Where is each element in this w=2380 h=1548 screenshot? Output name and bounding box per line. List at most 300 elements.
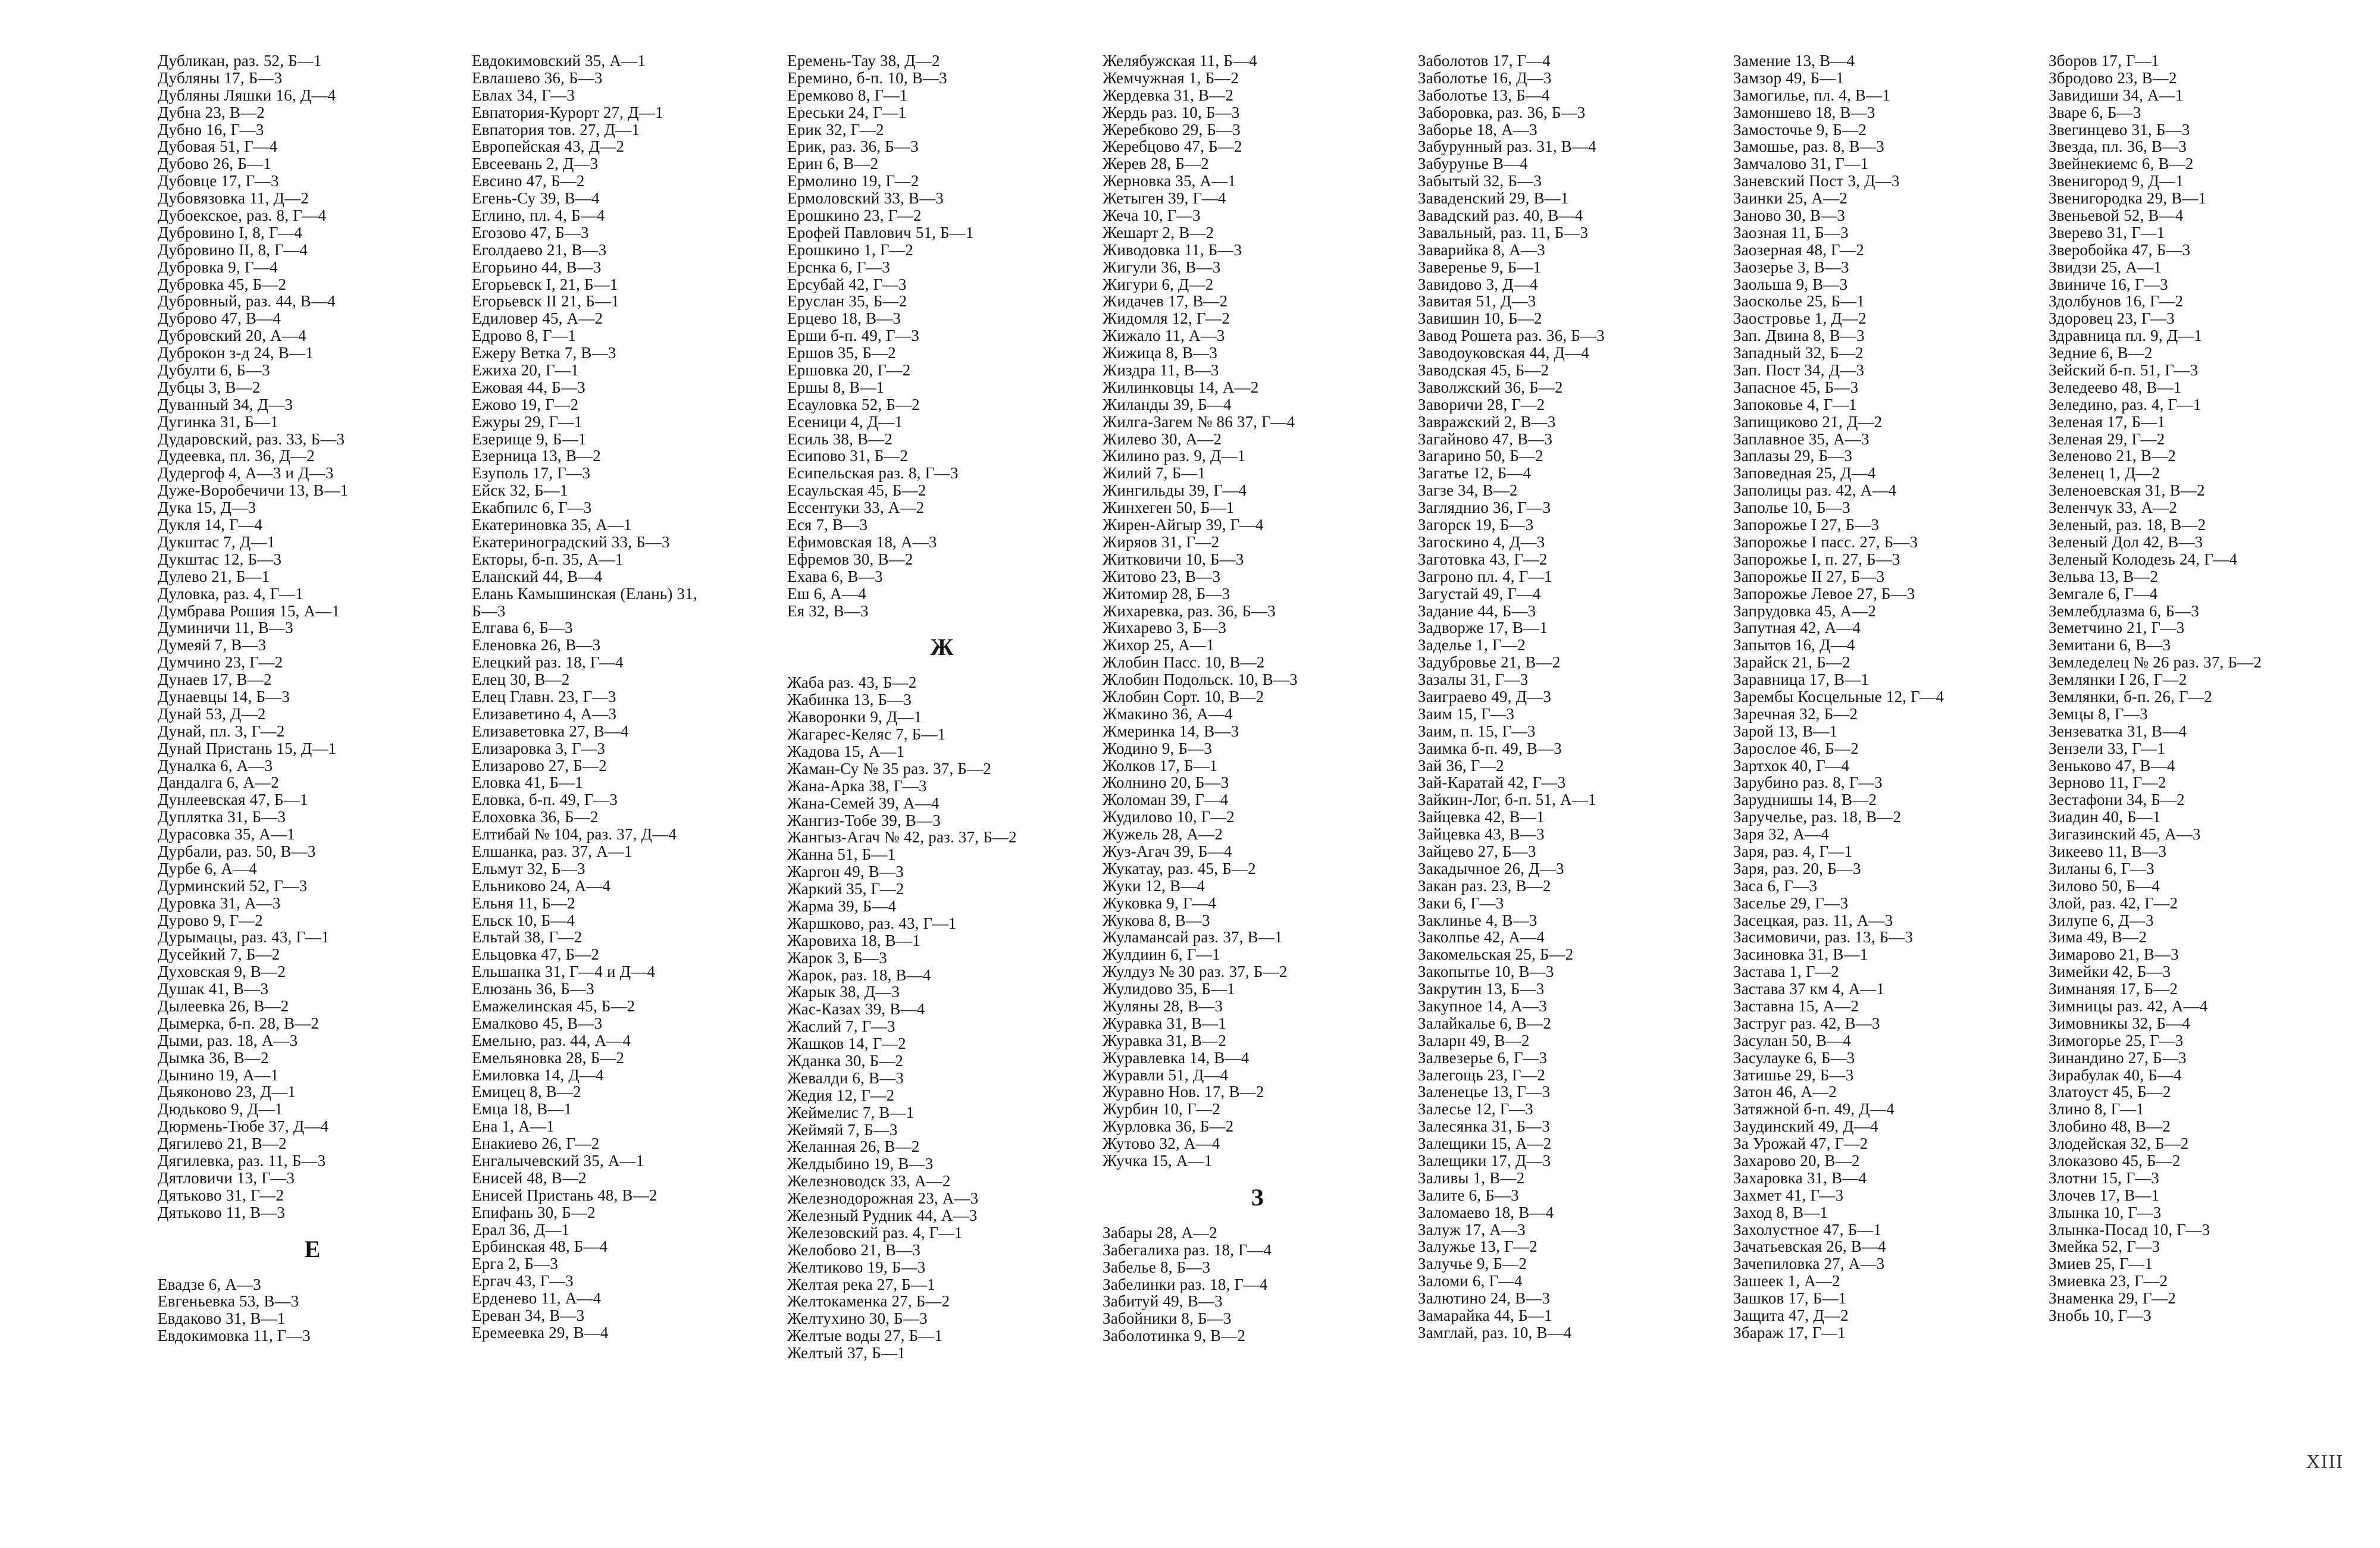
index-entry: Жанна 51, Б—1 [787,846,896,864]
index-entry: Желтокаменка 27, Б—2 [787,1293,950,1311]
index-entry: Зартхок 40, Г—4 [1733,757,1850,775]
index-entry: Замзор 49, Б—1 [1733,69,1844,87]
index-entry: Заря, раз. 4, Г—1 [1733,842,1853,860]
index-entry: Еремень-Тау 38, Д—2 [787,52,940,70]
index-entry: Заса 6, Г—3 [1733,877,1818,895]
index-entry: Ерга 2, Б—3 [472,1255,559,1273]
index-entry: Дятловичи 13, Г—3 [158,1169,295,1187]
index-entry: Заполицы раз. 42, А—4 [1733,482,1897,500]
index-entry: Ерин 6, В—2 [787,155,879,173]
index-entry: Дандалга 6, А—2 [158,774,280,792]
index-entry: Ергач 43, Г—3 [472,1273,574,1290]
index-entry: Ефимовская 18, А—3 [787,533,937,551]
index-entry: Жилинковцы 14, А—2 [1103,378,1259,396]
index-entry: Еланский 44, В—4 [472,568,603,585]
index-entry: Жижало 11, А—3 [1103,327,1225,345]
index-entry: Дуже-Воробечичи 13, В—1 [158,482,349,500]
index-entry: Забойники 8, Б—3 [1103,1310,1232,1328]
index-entry: Дунаевцы 14, Б—3 [158,688,290,706]
index-entry: Ермоловский 33, В—3 [787,190,944,208]
index-entry: Засиновка 31, В—1 [1733,946,1868,964]
index-entry: Заозерная 48, Г—2 [1733,241,1865,259]
index-entry: Здоровец 23, Г—3 [2049,310,2175,328]
index-entry: Ерик, раз. 36, Б—3 [787,138,919,156]
index-entry: Емца 18, В—1 [472,1101,572,1118]
index-entry: Дука 15, Д—3 [158,499,256,517]
index-entry: Жаргон 49, В—3 [787,863,904,881]
index-entry: Журавлевка 14, В—4 [1103,1049,1250,1067]
index-entry: Жолков 17, Б—1 [1103,757,1218,775]
index-entry: Злодейская 32, Б—2 [2049,1135,2189,1152]
index-entry: Зимнаняя 17, Б—2 [2049,980,2178,998]
index-entry: Запрудовка 45, А—2 [1733,602,1877,620]
index-entry: Жас-Казах 39, В—4 [787,1001,925,1019]
index-entry: Загзе 34, В—2 [1418,482,1518,500]
index-entry: Думбрава Рошия 15, А—1 [158,602,340,620]
index-entry: Земетчино 21, Г—3 [2049,619,2185,637]
index-entry: Запорожье I, п. 27, Б—3 [1733,550,1900,568]
index-entry: Збараж 17, Г—1 [1733,1324,1846,1342]
index-entry: Желдыбино 19, В—3 [787,1155,934,1173]
index-entry: Елец 30, В—2 [472,671,570,688]
index-entry: Дурбе 6, А—4 [158,860,257,878]
index-entry: Закан раз. 23, В—2 [1418,877,1551,895]
index-entry: Жлобин Сорт. 10, В—2 [1103,688,1264,706]
index-entry: Еремеевка 29, В—4 [472,1324,609,1342]
index-entry: Заравница 17, В—1 [1733,671,1869,688]
index-entry: Еруслан 35, Б—2 [787,293,907,311]
index-entry: Жедия 12, Г—2 [787,1086,895,1104]
index-entry: Засулан 50, В—4 [1733,1032,1852,1049]
index-entry: Зайцевка 43, В—3 [1418,826,1545,843]
index-entry: Желтый 37, Б—1 [787,1345,906,1362]
index-entry: Дубовце 17, Г—3 [158,173,279,190]
index-entry: Дубовязовка 11, Д—2 [158,190,309,208]
index-entry: Дягилево 21, В—2 [158,1135,287,1152]
index-entry: Залещики 15, А—2 [1418,1135,1552,1152]
index-entry: Журавка 31, В—2 [1103,1032,1227,1049]
index-entry: Дубцы 3, В—2 [158,378,261,396]
index-entry: Ельня 11, Б—2 [472,894,575,912]
index-entry: Ельниково 24, А—4 [472,877,611,895]
index-entry: Езерница 13, В—2 [472,447,601,465]
index-entry: Жилга-Загем № 86 37, Г—4 [1103,413,1295,431]
index-entry: Жаровиха 18, В—1 [787,932,920,950]
index-entry: Жучка 15, А—1 [1103,1152,1213,1170]
index-entry: Закопытье 10, В—3 [1418,963,1554,981]
index-entry: Дятьково 11, В—3 [158,1204,286,1221]
index-entry: Збродово 23, В—2 [2049,69,2177,87]
index-entry: Закрутин 13, Б—3 [1418,980,1545,998]
index-entry: Заболотье 16, Д—3 [1418,69,1552,87]
index-entry: Заводоуковская 44, Д—4 [1418,344,1590,362]
index-entry: Жмеринка 14, В—3 [1103,722,1239,740]
index-entry: Жарок 3, Б—3 [787,949,887,967]
index-entry: Думеяй 7, В—3 [158,637,267,654]
index-entry: Закомельская 25, Б—2 [1418,946,1574,964]
index-entry: Заборье 18, А—3 [1418,121,1537,139]
index-entry: Евсеевань 2, Д—3 [472,155,599,173]
index-entry: Зирабулак 40, Б—4 [2049,1066,2182,1084]
index-entry: Заря 32, А—4 [1733,826,1830,843]
index-entry: Ельцовка 47, Б—2 [472,946,600,964]
index-column-3 [787,52,1097,1362]
index-entry: Зеленоевская 31, В—2 [2049,482,2205,500]
index-entry: Желтухино 30, Б—3 [787,1310,928,1328]
index-entry: Дубровино II, 8, Г—4 [158,241,308,259]
index-entry: Желтиково 19, Б—3 [787,1258,926,1276]
index-entry: Елизарово 27, Б—2 [472,757,607,775]
index-entry: Зензели 33, Г—1 [2049,739,2166,757]
index-entry: Звегинцево 31, Б—3 [2049,121,2190,139]
index-column-4 [1103,52,1412,1345]
index-entry: Дусейкий 7, Б—2 [158,946,280,964]
index-entry: Залютино 24, В—3 [1418,1290,1551,1308]
index-entry: Зачепиловка 27, А—3 [1733,1255,1885,1273]
index-entry: Еголдаево 21, В—3 [472,241,607,259]
index-entry: Екатериноградский 33, Б—3 [472,533,670,551]
index-entry: Елоховка 36, Б—2 [472,809,599,826]
index-entry: Забелье 8, Б—3 [1103,1258,1211,1276]
index-entry: Евадзе 6, А—3 [158,1276,261,1293]
index-entry: Заворичи 28, Г—2 [1418,396,1545,413]
index-entry: Земитани 6, В—3 [2049,637,2171,654]
index-entry: Железноводск 33, А—2 [787,1173,951,1190]
index-entry: Елань Камышинская (Елань) 31, [472,585,697,603]
index-entry: Зилупе 6, Д—3 [2049,911,2154,929]
index-entry: Дурымацы, раз. 43, Г—1 [158,929,330,947]
index-entry: Заваденский 29, В—1 [1418,190,1569,208]
index-entry: Запытов 16, Д—4 [1733,637,1855,654]
index-entry: Езуполь 17, Г—3 [472,465,591,482]
index-entry: Загорск 19, Б—3 [1418,516,1534,534]
index-entry: Зестафони 34, Б—2 [2049,791,2185,809]
index-entry: Елизаветино 4, А—3 [472,705,617,723]
index-entry: Здравница пл. 9, Д—1 [2049,327,2203,345]
index-entry: Злой, раз. 42, Г—2 [2049,894,2178,912]
index-entry: Ерденево 11, А—4 [472,1290,602,1308]
section-letter-heading: З [1251,1183,1264,1211]
index-entry: Замоншево 18, В—3 [1733,104,1875,121]
index-entry: Журловка 36, Б—2 [1103,1118,1234,1136]
index-entry: Звенигородка 29, В—1 [2049,190,2207,208]
index-entry: Звезда, пл. 36, В—3 [2049,138,2187,156]
index-entry: Злынка 10, Г—3 [2049,1204,2162,1221]
index-entry: Засецкая, раз. 11, А—3 [1733,911,1893,929]
index-entry: Жилино раз. 9, Д—1 [1103,447,1246,465]
index-entry: Дугинка 31, Б—1 [158,413,278,431]
index-entry: Железовский раз. 4, Г—1 [787,1224,963,1242]
index-entry: Желтые воды 27, Б—1 [787,1327,943,1345]
index-entry: Зимейки 42, Б—3 [2049,963,2171,981]
index-entry: Елюзань 36, Б—3 [472,980,594,998]
index-entry: Дуброво 47, В—4 [158,310,281,328]
index-entry: Ерсубай 42, Г—3 [787,275,907,293]
index-entry: Жаслий 7, Г—3 [787,1018,895,1036]
index-entry: Дукштас 12, Б—3 [158,550,282,568]
index-entry: Засимовичи, раз. 13, Б—3 [1733,929,1914,947]
index-entry: Ершов 35, Б—2 [787,344,896,362]
index-entry: Жигури 6, Д—2 [1103,275,1214,293]
index-entry: Есаульская 45, Б—2 [787,482,926,500]
index-entry: Зикеево 11, В—3 [2049,842,2167,860]
index-entry: Думчино 23, Г—2 [158,654,283,672]
index-entry: Ерошкино 1, Г—2 [787,241,913,259]
index-entry: Жлобин Пасс. 10, В—2 [1103,654,1265,672]
index-entry: Забегалиха раз. 18, Г—4 [1103,1241,1272,1259]
index-entry: Жерновка 35, А—1 [1103,173,1236,190]
index-entry: Жидачев 17, В—2 [1103,293,1228,311]
index-entry: Загатье 12, Б—4 [1418,465,1532,482]
index-entry: Затишье 29, Б—3 [1733,1066,1854,1084]
index-entry: Зай 36, Г—2 [1418,757,1504,775]
index-entry: Жирен-Айгыр 39, Г—4 [1103,516,1264,534]
index-entry: Жуляны 28, В—3 [1103,997,1223,1015]
index-entry: Залещики 17, Д—3 [1418,1152,1551,1170]
index-entry: Жилий 7, Б—1 [1103,465,1206,482]
index-entry: Жукатау, раз. 45, Б—2 [1103,860,1256,878]
index-entry: Жулдуз № 30 раз. 37, Б—2 [1103,963,1288,981]
index-entry: Жарма 39, Б—4 [787,897,897,915]
index-entry: Дылеевка 26, В—2 [158,997,289,1015]
index-entry: Заборовка, раз. 36, Б—3 [1418,104,1586,121]
index-entry: Загроно пл. 4, Г—1 [1418,568,1552,585]
index-entry: Дуброкон з-д 24, В—1 [158,344,314,362]
index-entry: Елшанка, раз. 37, А—1 [472,842,632,860]
index-entry: Жевалди 6, В—3 [787,1069,904,1087]
index-entry: Зaудинский 49, Д—4 [1733,1118,1878,1136]
index-entry: Заструг раз. 42, В—3 [1733,1014,1880,1032]
index-entry: Дубулти 6, Б—3 [158,362,270,379]
index-entry: Злынка-Посад 10, Г—3 [2049,1221,2210,1239]
index-entry: Зигазинский 45, А—3 [2049,826,2201,843]
index-entry: Замчалово 31, Г—1 [1733,155,1869,173]
index-entry: Змиевка 23, Г—2 [2049,1273,2168,1290]
index-entry: Ерик 32, Г—2 [787,121,884,139]
index-entry: Журавли 51, Д—4 [1103,1066,1229,1084]
index-entry: Дубоекское, раз. 8, Г—4 [158,207,327,224]
index-entry: Злотни 15, Г—3 [2049,1169,2159,1187]
index-entry: Жуковка 9, Г—4 [1103,894,1217,912]
index-entry: Зейский б-п. 51, Г—3 [2049,362,2199,379]
index-entry: Заломаево 18, В—4 [1418,1204,1554,1221]
index-entry: Зилово 50, Б—4 [2049,877,2160,895]
index-entry: Звидзи 25, А—1 [2049,258,2162,276]
index-entry: Зиадин 40, Б—1 [2049,809,2161,826]
index-entry: Заверенье 9, Б—1 [1418,258,1542,276]
index-entry: Зиланы 6, Г—3 [2049,860,2154,878]
index-entry: Б—3 [472,602,506,620]
index-entry: Желтая река 27, Б—1 [787,1276,935,1293]
index-entry: Заларн 49, В—2 [1418,1032,1530,1049]
index-entry: Дюрмень-Тюбе 37, Д—4 [158,1118,329,1136]
index-entry: Елгава 6, Б—3 [472,619,573,637]
index-entry: Замошье, раз. 8, В—3 [1733,138,1884,156]
index-entry: Зеледино, раз. 4, Г—1 [2049,396,2202,413]
index-entry: Землянки I 26, Г—2 [2049,671,2187,688]
index-entry: Заневский Пост 3, Д—3 [1733,173,1900,190]
index-entry: Ежуры 29, Г—1 [472,413,583,431]
section-letter-heading: Е [304,1235,321,1262]
index-entry: Ерши б-п. 49, Г—3 [787,327,919,345]
index-entry: Ершовка 20, Г—2 [787,362,911,379]
index-entry: Есипельская раз. 8, Г—3 [787,465,959,482]
index-entry: Загайново 47, В—3 [1418,430,1553,448]
index-entry: Загустай 49, Г—4 [1418,585,1541,603]
index-entry: Евлах 34, Г—3 [472,86,575,104]
index-entry: Жаворонки 9, Д—1 [787,709,922,726]
index-entry: Егорьевск II 21, Б—1 [472,293,619,311]
section-letter-heading: Ж [930,634,954,661]
index-entry: Жидомля 12, Г—2 [1103,310,1230,328]
index-entry: Жердь раз. 10, Б—3 [1103,104,1240,121]
index-column-7 [2049,52,2358,1324]
index-entry: Жадова 15, А—1 [787,742,905,760]
index-entry: Ехава 6, В—3 [787,568,883,585]
index-entry: Зимовникы 32, Б—4 [2049,1014,2191,1032]
index-entry: Жеча 10, Г—3 [1103,207,1201,224]
index-entry: Жихор 25, А—1 [1103,637,1214,654]
index-entry: Заим, п. 15, Г—3 [1418,722,1536,740]
index-entry: Забурунье В—4 [1418,155,1528,173]
index-entry: Дурасовка 35, А—1 [158,826,295,843]
index-entry: Евгеньевка 53, В—3 [158,1293,299,1311]
index-entry: Дуналка 6, А—3 [158,757,273,775]
index-entry: Зборов 17, Г—1 [2049,52,2159,70]
index-entry: Елизаветовка 27, В—4 [472,722,629,740]
index-entry: Зеленый Колодезь 24, Г—4 [2049,550,2238,568]
index-entry: Ереван 34, В—3 [472,1307,585,1324]
index-entry: Евдаково 31, В—1 [158,1310,286,1328]
index-entry: Ельмут 32, Б—3 [472,860,585,878]
index-entry: Заплавное 35, А—3 [1733,430,1869,448]
index-entry: Житомир 28, Б—3 [1103,585,1230,603]
index-entry: Еловка 41, Б—1 [472,774,583,792]
index-entry: Заварийка 8, А—3 [1418,241,1545,259]
index-entry: Жиздра 11, В—3 [1103,362,1219,379]
index-entry: Злоказово 45, Б—2 [2049,1152,2181,1170]
index-entry: Дубна 23, В—2 [158,104,265,121]
index-entry: Дубликан, раз. 52, Б—1 [158,52,322,70]
index-entry: Зверево 31, Г—1 [2049,224,2165,242]
index-entry: Еремково 8, Г—1 [787,86,908,104]
index-entry: Жиряов 31, Г—2 [1103,533,1220,551]
index-entry: Захарово 20, В—2 [1733,1152,1860,1170]
index-entry: Ермолино 19, Г—2 [787,173,919,190]
index-entry: Жаркий 35, Г—2 [787,880,904,898]
index-entry: Зензеватка 31, В—4 [2049,722,2187,740]
index-entry: Злобино 48, В—2 [2049,1118,2171,1136]
index-entry: Ежиха 20, Г—1 [472,362,580,379]
index-entry: Завражский 2, В—3 [1418,413,1556,431]
index-entry: Енгалычевский 35, А—1 [472,1152,644,1170]
index-entry: Злино 8, Г—1 [2049,1101,2144,1118]
index-entry: Дукштас 7, Д—1 [158,533,275,551]
index-entry: Ежово 19, Г—2 [472,396,579,413]
index-entry: Жаман-Су № 35 раз. 37, Б—2 [787,760,992,778]
index-entry: Земледелец № 26 раз. 37, Б—2 [2049,654,2262,672]
index-entry: Забелинки раз. 18, Г—4 [1103,1276,1268,1293]
index-entry: Знаменка 29, Г—2 [2049,1290,2177,1308]
index-entry: Завишин 10, Б—2 [1418,310,1542,328]
index-entry: Ерснка 6, Г—3 [787,258,890,276]
index-entry: Екатериновка 35, А—1 [472,516,632,534]
index-entry: Земгале 6, Г—4 [2049,585,2158,603]
index-entry: Енакиево 26, Г—2 [472,1135,600,1152]
index-entry: Дулево 21, Б—1 [158,568,270,585]
index-entry: Желобово 21, В—3 [787,1241,921,1259]
index-entry: Змиев 25, Г—1 [2049,1255,2153,1273]
index-entry: Ена 1, А—1 [472,1118,555,1136]
index-entry: Едрово 8, Г—1 [472,327,577,345]
index-entry: Закупное 14, А—3 [1418,997,1547,1015]
index-entry: Жингильды 39, Г—4 [1103,482,1247,500]
index-entry: Ежовая 44, Б—3 [472,378,585,396]
index-entry: Зарайск 21, Б—2 [1733,654,1850,672]
index-entry: Екабпилс 6, Г—3 [472,499,592,517]
index-entry: Землебдлазма 6, Б—3 [2049,602,2200,620]
index-entry: Екторы, б-п. 35, А—1 [472,550,624,568]
index-entry: Зеленая 17, Б—1 [2049,413,2166,431]
index-entry: Зашков 17, Б—1 [1733,1290,1847,1308]
index-entry: За Урожай 47, Г—2 [1733,1135,1868,1152]
index-entry: Заповедная 25, Д—4 [1733,465,1876,482]
index-entry: Забытый 32, Б—3 [1418,173,1542,190]
index-entry: Земцы 8, Г—3 [2049,705,2148,723]
index-entry: Жетыген 39, Г—4 [1103,190,1226,208]
index-entry: Есипово 31, Б—2 [787,447,909,465]
index-entry: Дударовский, раз. 33, Б—3 [158,430,345,448]
index-entry: Запорожье I пасс. 27, Б—3 [1733,533,1918,551]
index-entry: Жемчужная 1, Б—2 [1103,69,1239,87]
index-entry: Евлашево 36, Б—3 [472,69,603,87]
index-entry: Завидиши 34, А—1 [2049,86,2184,104]
index-entry: Духовская 9, В—2 [158,963,286,981]
index-entry: Дятьково 31, Г—2 [158,1186,284,1204]
index-entry: Заим 15, Г—3 [1418,705,1515,723]
index-entry: Жилево 30, А—2 [1103,430,1222,448]
index-entry: Зинандино 27, Б—3 [2049,1049,2187,1067]
index-entry: Залите 6, Б—3 [1418,1186,1519,1204]
index-entry: Дуплятка 31, Б—3 [158,809,286,826]
index-entry: Дуванный 34, Д—3 [158,396,293,413]
index-entry: Емажелинская 45, Б—2 [472,997,635,1015]
index-entry: Заозная 11, Б—3 [1733,224,1849,242]
index-entry: Зай-Каратай 42, Г—3 [1418,774,1566,792]
index-entry: Ельск 10, Б—4 [472,911,575,929]
index-entry: Дубровка 45, Б—2 [158,275,287,293]
index-entry: Заручелье, раз. 18, В—2 [1733,809,1902,826]
index-entry: Жана-Арка 38, Г—3 [787,777,927,795]
index-entry: Епифань 30, Б—2 [472,1204,596,1221]
index-entry: Емельно, раз. 44, А—4 [472,1032,631,1049]
index-entry: Емельяновка 28, Б—2 [472,1049,625,1067]
index-entry: Ейск 32, Б—1 [472,482,568,500]
index-entry: Залучье 9, Б—2 [1418,1255,1527,1273]
index-entry: Жижица 8, В—3 [1103,344,1218,362]
index-entry: Зима 49, В—2 [2049,929,2147,947]
index-entry: Задание 44, Б—3 [1418,602,1536,620]
index-entry: Жарык 38, Д—3 [787,983,900,1001]
index-entry: Дынино 19, А—1 [158,1066,279,1084]
index-entry: Завальный, раз. 11, Б—3 [1418,224,1589,242]
index-entry: Забурунный раз. 31, В—4 [1418,138,1596,156]
index-entry: Ежеру Ветка 7, В—3 [472,344,616,362]
index-entry: Жабинка 13, Б—3 [787,691,912,709]
index-entry: Запутная 42, А—4 [1733,619,1861,637]
index-entry: Ереськи 24, Г—1 [787,104,907,121]
index-entry: Жоломан 39, Г—4 [1103,791,1229,809]
